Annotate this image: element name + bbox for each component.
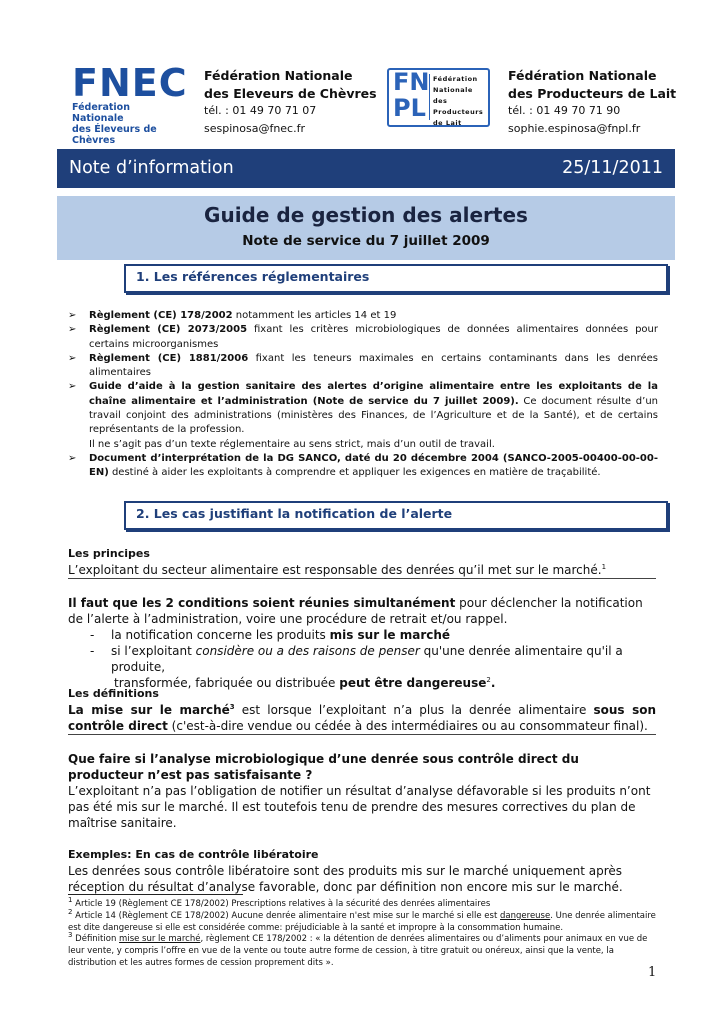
fnec-logo-line2: des Éleveurs de Chèvres	[72, 124, 157, 146]
arrow-bullet-icon: ➢	[68, 352, 77, 364]
condition-2-cont-text: transformée, fabriquée ou distribuée	[114, 676, 340, 690]
fnec-logo-line1: Féderation Nationale	[72, 102, 130, 124]
definitions-heading: Les définitions	[68, 687, 159, 700]
principes-heading: Les principes	[68, 547, 150, 560]
reference-bold: Guide d’aide à la gestion sanitaire des alertes d’origine alimentaire entre les exploitants de la chaîne alimentaire et l’administration (Note de service du 7 juillet 2009).	[89, 381, 658, 407]
definition-term: La mise sur le marché	[68, 703, 230, 717]
fnec-name-line1: Fédération Nationale	[204, 68, 353, 83]
condition-1-bold: mis sur le marché	[329, 628, 451, 642]
condition-1-text: la notification concerne les produits	[111, 628, 330, 642]
fnpl-logo-fn: FN	[393, 68, 430, 96]
conditions-paragraph	[68, 595, 656, 627]
arrow-bullet-icon: ➢	[68, 381, 77, 393]
condition-2-text-post: qu'une denrée alimentaire qu'il a produite,	[111, 644, 623, 674]
condition-2-continuation: transformée, fabriquée ou distribuée peut être dangereuse$^2$.	[114, 676, 496, 690]
note-bar	[57, 149, 675, 188]
fnec-logo	[72, 61, 188, 146]
footnote-ref: 3	[229, 703, 235, 711]
reference-text: Ce document résulte d’un travail conjoint des administrations (ministères des Finances, de l’Agriculture et de la Santé), et de certains représentants de la profession.	[89, 395, 658, 436]
fnpl-logo-divider	[429, 74, 430, 120]
reference-bold: Règlement (CE) 1881/2006	[89, 352, 249, 364]
fnpl-name-line1: Fédération Nationale	[508, 68, 657, 83]
footnote-text: Article 14 (Règlement CE 178/2002) Aucune denrée alimentaire n'est mise sur le marché si elle est	[72, 910, 501, 921]
arrow-bullet-icon: ➢	[68, 310, 77, 321]
fnpl-logo-text-4: de Lait	[433, 119, 462, 127]
references-list	[68, 309, 658, 481]
footnote-ref: 1	[601, 563, 607, 571]
fnec-phone: tél. : 01 49 70 71 07	[204, 104, 317, 117]
examples-heading: Exemples: En cas de contrôle libératoire	[68, 848, 319, 861]
condition-2-italic: considère ou a des raisons de penser	[195, 644, 420, 658]
question-heading: Que faire si l’analyse microbiologique d’une denrée sous contrôle direct du producteur n’est pas satisfaisante ?	[68, 752, 579, 782]
footnote-text-post: , règlement CE 178/2002 : « la détention de denrées alimentaires ou d’aliments pour animaux en vue de leur vente, y compris l’offre en vue de la vente ou toute autre forme de cession, à titre gratuit ou onéreux, ainsi que la vente, la distribution et les autres formes de cession proprement dits ».	[68, 934, 648, 968]
condition-2-cont-bold: peut être dangereuse	[339, 676, 487, 690]
footnote-separator	[68, 894, 243, 895]
fnec-email: sespinosa@fnec.fr	[204, 121, 305, 135]
footnote-number: 3	[68, 931, 73, 940]
fnpl-logo-text	[433, 74, 488, 129]
definition-text-1: est lorsque l’exploitant n’a plus la denrée alimentaire	[234, 703, 594, 717]
list-item	[68, 380, 658, 451]
arrow-bullet-icon: ➢	[68, 324, 77, 336]
footnote-number: 1	[68, 896, 73, 905]
footnote-underlined: dangereuse	[500, 910, 551, 921]
definition-text-2: (c'est-à-dire vendue ou cédée à des intermédiaires ou au consommateur final).	[167, 719, 648, 733]
dash-bullet: -	[90, 644, 95, 658]
list-item	[68, 627, 656, 643]
footnote-underlined: mise sur le marché	[119, 934, 201, 945]
fnpl-logo-text-2: Nationale des	[433, 86, 473, 105]
section-2-title: 2. Les cas justifiant la notification de l’alerte	[136, 506, 453, 521]
reference-text: fixant les teneurs maximales en certains contaminants dans les denrées alimentaires	[89, 352, 658, 379]
document-title: Guide de gestion des alertes	[204, 203, 528, 227]
definition-bold-2: sous son contrôle direct	[68, 703, 656, 733]
list-item	[68, 452, 658, 481]
fnpl-email: sophie.espinosa@fnpl.fr	[508, 121, 641, 135]
reference-bold: Document d’interprétation de la DG SANCO, daté du 20 décembre 2004 (SANCO-2005-00400-00-00-EN)	[89, 452, 658, 479]
reference-text: fixant les critères microbiologiques de données alimentaires données pour certains microorganismes	[89, 324, 658, 350]
section-2-header	[124, 501, 668, 530]
list-item	[68, 309, 658, 323]
document-subtitle: Note de service du 7 juillet 2009	[242, 233, 490, 249]
reference-bold: Règlement (CE) 178/2002	[89, 310, 233, 321]
reference-note: Il ne s’agit pas d’un texte réglementaire au sens strict, mais d’un outil de travail.	[89, 438, 495, 450]
dash-bullet: -	[90, 628, 95, 642]
reference-text: notamment les articles 14 et 19	[232, 310, 397, 321]
fnpl-logo-text-1: Fédération	[433, 75, 478, 83]
principes-line	[68, 562, 656, 579]
fnpl-logo-pl: PL	[393, 94, 426, 122]
title-box	[57, 196, 675, 260]
reference-bold: Règlement (CE) 2073/2005	[89, 324, 248, 336]
section-1-header	[124, 264, 668, 293]
fnpl-logo	[387, 68, 490, 127]
page-number: 1	[648, 965, 657, 980]
footnote-text: Définition	[72, 934, 120, 945]
principes-block	[68, 546, 656, 691]
footnote-ref: 2	[486, 676, 491, 684]
fnpl-logo-text-3: Producteurs	[433, 108, 484, 116]
reference-text: destiné à aider les exploitants à comprendre et appliquer les exigences en matière de traçabilité.	[108, 467, 601, 479]
principes-text: L’exploitant du secteur alimentaire est responsable des denrées qu’il met sur le marché.	[68, 563, 602, 577]
footnote-text: Article 19 (Règlement CE 178/2002) Prescriptions relatives à la sécurité des denrées alimentaires	[72, 899, 491, 909]
fnec-logo-wordmark: FNEC	[72, 61, 188, 105]
list-item	[68, 323, 658, 352]
examples-paragraph: Les denrées sous contrôle libératoire sont des produits mis sur le marché uniquement après réception du résultat d’analyse favorable, donc par définition non encore mis sur le marché.	[68, 864, 623, 894]
list-item	[68, 352, 658, 381]
condition-2-text: si l’exploitant	[111, 644, 196, 658]
fnpl-contact	[508, 67, 676, 137]
note-label: Note d’information	[69, 158, 234, 178]
answer-paragraph: L’exploitant n’a pas l’obligation de notifier un résultat d’analyse défavorable si les produits n’ont pas été mis sur le marché. Il est toutefois tenu de prendre des mesures correctives du plan de maîtrise sanitaire.	[68, 784, 651, 830]
footnote-1	[68, 896, 656, 911]
fnec-contact	[204, 67, 377, 137]
conditions-text: pour déclencher la notification de l’alerte à l’administration, voire une procédure de retrait et/ou rappel.	[68, 596, 643, 626]
section-1-title: 1. Les références réglementaires	[136, 269, 370, 284]
arrow-bullet-icon: ➢	[68, 452, 77, 464]
fnec-name-line2: des Eleveurs de Chèvres	[204, 85, 377, 101]
fnpl-phone: tél. : 01 49 70 71 90	[508, 104, 621, 117]
footnote-text-post: . Une denrée alimentaire est dite dangereuse si elle est considérée comme: préjudiciable à la santé et impropre à la consommation humaine.	[68, 910, 656, 933]
footnotes	[68, 896, 656, 970]
footnote-2	[68, 907, 656, 935]
list-item	[68, 643, 656, 675]
fnpl-name-line2: des Producteurs de Lait	[508, 85, 677, 101]
note-date: 25/11/2011	[562, 158, 663, 178]
definitions-block	[68, 686, 656, 895]
conditions-bold: Il faut que les 2 conditions soient réunies simultanément	[68, 596, 456, 610]
definition-paragraph	[68, 702, 656, 735]
footnote-number: 2	[68, 907, 73, 916]
footnote-3	[68, 931, 656, 969]
